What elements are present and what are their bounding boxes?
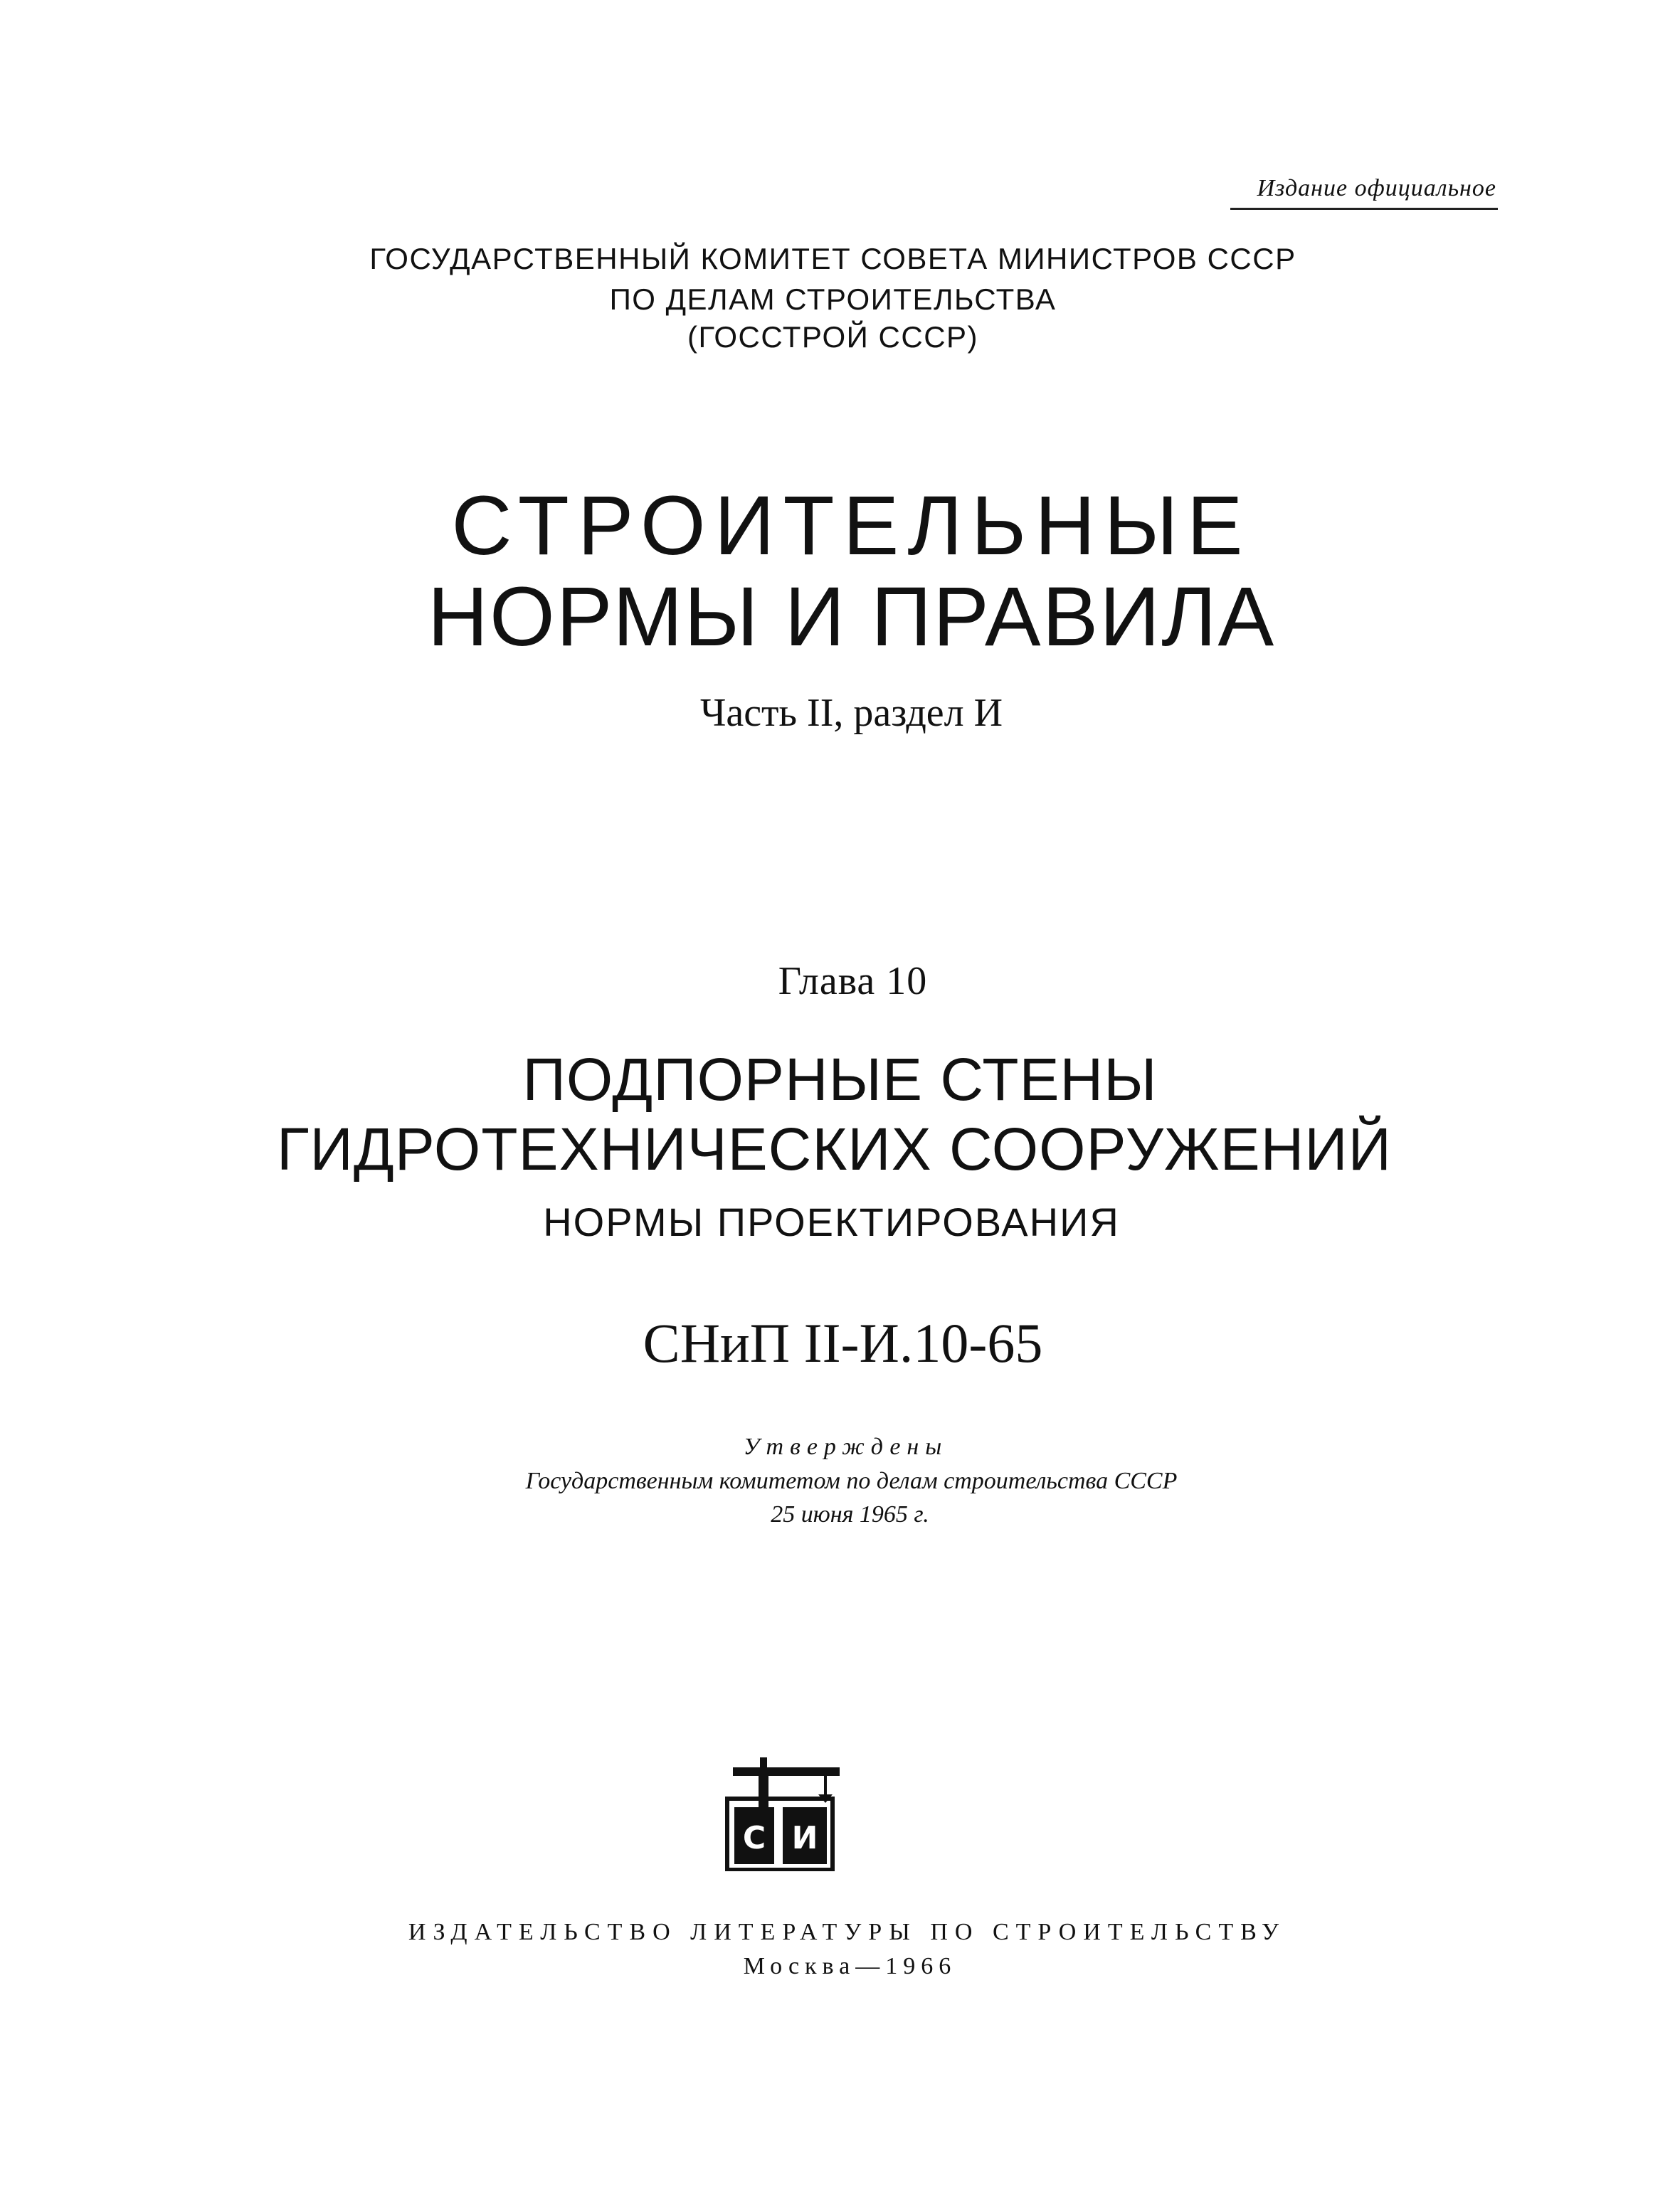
chapter-number: Глава 10 [778, 959, 928, 1003]
crane-building-icon [719, 1757, 840, 1871]
part-section: Часть II, раздел И [699, 691, 1003, 735]
svg-text:С: С [742, 1820, 766, 1856]
publisher-city-year: Москва—1966 [743, 1953, 957, 1979]
chapter-title-line-2: ГИДРОТЕХНИЧЕСКИХ СООРУЖЕНИЙ [276, 1116, 1393, 1183]
approval-authority: Государственным комитетом по делам строительства СССР [525, 1468, 1178, 1494]
edition-note: Издание официальное [1257, 175, 1496, 201]
organization-line-3: (ГОССТРОЙ СССР) [687, 320, 979, 354]
document-title-line-1: СТРОИТЕЛЬНЫЕ [451, 479, 1252, 573]
document-code: СНиП II-И.10-65 [643, 1312, 1043, 1374]
approval-label: Утверждены [743, 1434, 949, 1460]
chapter-title-line-1: ПОДПОРНЫЕ СТЕНЫ [522, 1046, 1158, 1113]
publisher-name: ИЗДАТЕЛЬСТВО ЛИТЕРАТУРЫ ПО СТРОИТЕЛЬСТВУ [408, 1919, 1287, 1945]
organization-line-1: ГОСУДАРСТВЕННЫЙ КОМИТЕТ СОВЕТА МИНИСТРОВ СССР [369, 242, 1296, 275]
approval-date: 25 июня 1965 г. [771, 1501, 929, 1528]
organization-line-2: ПО ДЕЛАМ СТРОИТЕЛЬСТВА [609, 282, 1057, 316]
chapter-subtitle: НОРМЫ ПРОЕКТИРОВАНИЯ [543, 1200, 1120, 1244]
svg-text:И: И [791, 1820, 818, 1856]
document-title-line-2: НОРМЫ И ПРАВИЛА [427, 570, 1276, 664]
edition-underline [1230, 208, 1498, 210]
